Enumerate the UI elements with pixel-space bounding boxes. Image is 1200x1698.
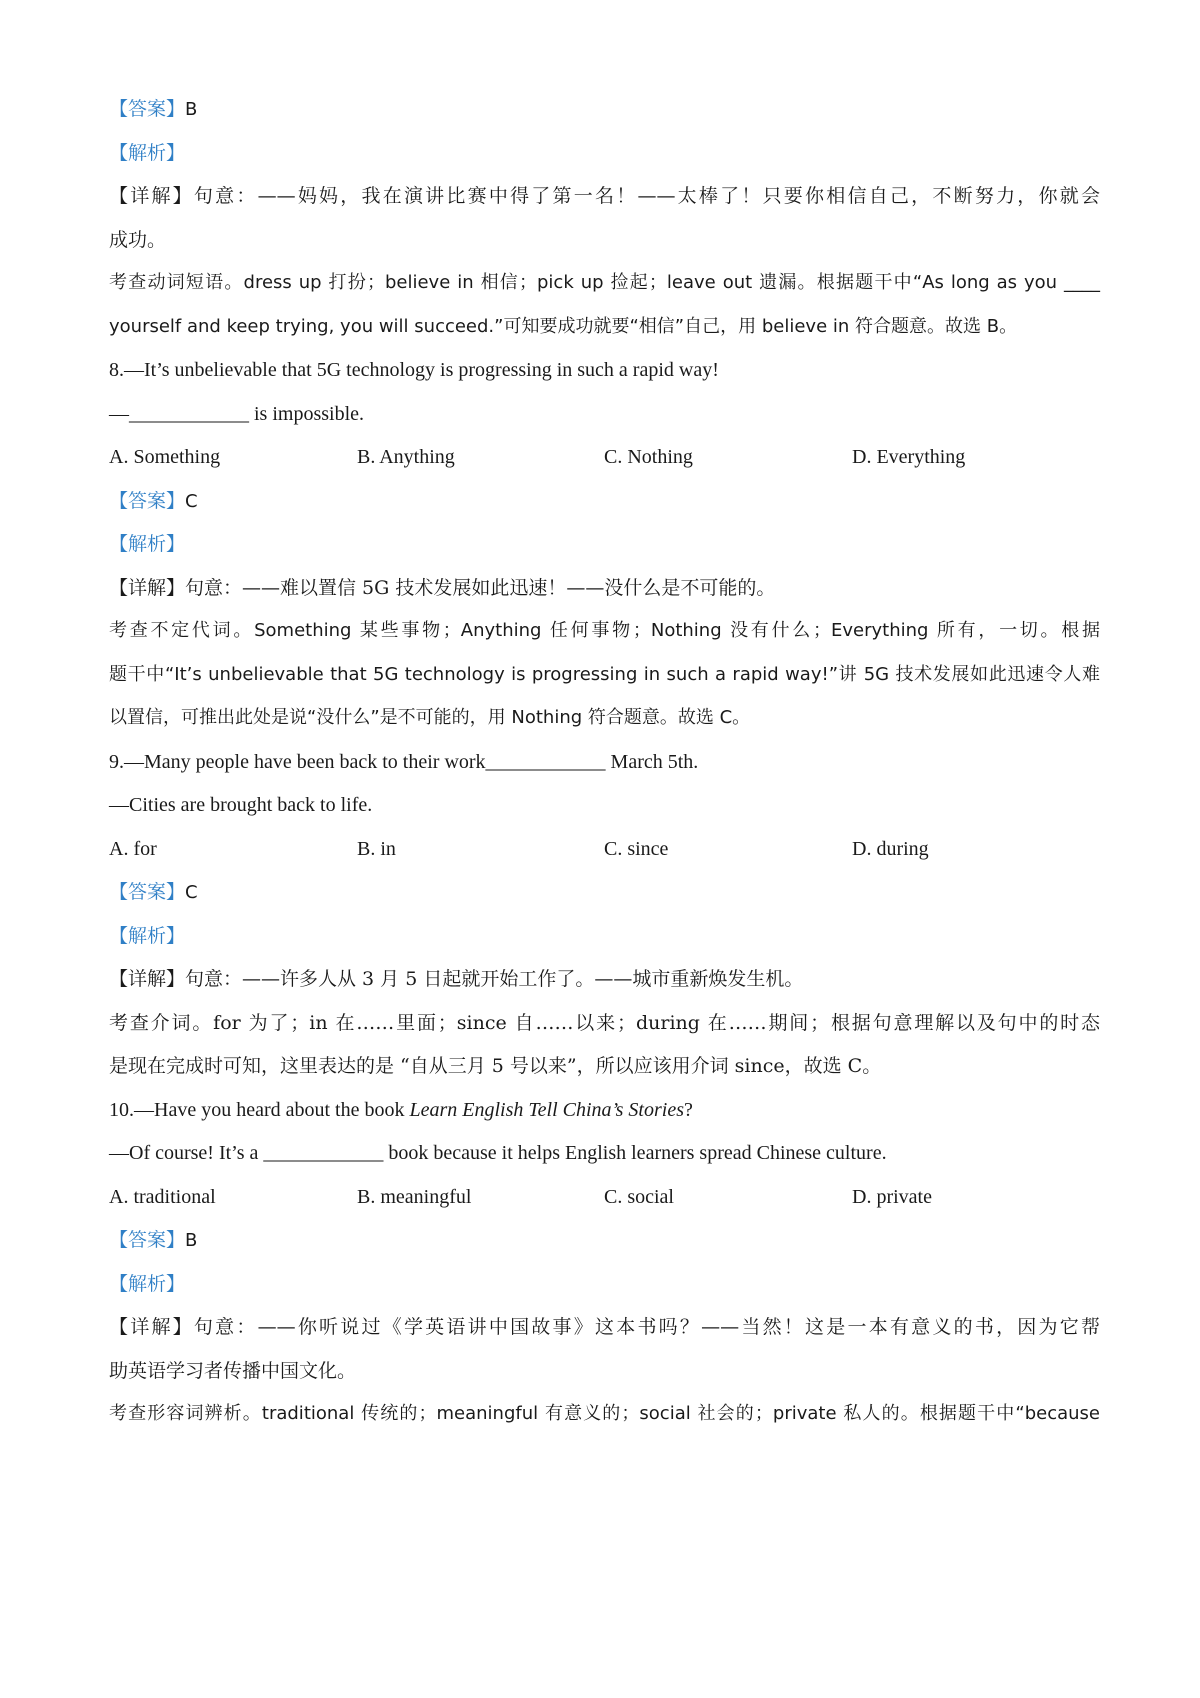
answer-value: B	[185, 99, 198, 120]
q7-detail-line-1: 【详解】句意：——妈妈，我在演讲比赛中得了第一名！——太棒了！只要你相信自己，不断努力，你就会	[109, 185, 1100, 207]
q8-option-d: D. Everything	[852, 446, 966, 468]
q10-book-title: Learn English Tell China’s Stories	[409, 1099, 684, 1121]
q8-exam-line-3: 以置信，可推出此处是说“没什么”是不可能的，用 Nothing 符合题意。故选 C。	[109, 707, 751, 728]
q8-analysis-tag: 【解析】	[109, 533, 186, 555]
q7-exam-line-2: yourself and keep trying, you will succeed.”可知要成功就要“相信”自己，用 believe in 符合题意。故选 B。	[109, 316, 1018, 337]
q10-option-c: C. social	[604, 1186, 674, 1208]
q9-exam-line-1: 考查介词。for 为了；in 在……里面；since 自……以来；during 在……期间；根据句意理解以及句中的时态	[109, 1012, 1100, 1034]
q9-stem: 9.—Many people have been back to their work____________ March 5th.	[109, 751, 699, 773]
q10-reply: —Of course! It’s a ____________ book because it helps English learners spread Chinese culture.	[109, 1142, 887, 1164]
q9-option-a: A. for	[109, 838, 157, 860]
q10-option-d: D. private	[852, 1186, 932, 1208]
q10-detail-line-1: 【详解】句意：——你听说过《学英语讲中国故事》这本书吗？——当然！这是一本有意义的书，因为它帮	[109, 1316, 1100, 1338]
q8-exam-line-1: 考查不定代词。Something 某些事物；Anything 任何事物；Nothing 没有什么；Everything 所有，一切。根据	[109, 620, 1100, 641]
q9-reply: —Cities are brought back to life.	[109, 794, 373, 816]
q8-stem: 8.—It’s unbelievable that 5G technology is progressing in such a rapid way!	[109, 359, 719, 381]
answer-tag: 【答案】	[109, 490, 186, 512]
q10-detail-line-2: 助英语学习者传播中国文化。	[109, 1360, 357, 1382]
q9-detail: 【详解】句意：——许多人从 3 月 5 日起就开始工作了。——城市重新焕发生机。	[109, 968, 804, 990]
q8-detail: 【详解】句意：——难以置信 5G 技术发展如此迅速！——没什么是不可能的。	[109, 577, 776, 599]
q10-stem-suffix: ?	[683, 1099, 693, 1121]
q8-answer	[109, 488, 1100, 515]
q7-answer	[109, 96, 1100, 123]
answer-tag: 【答案】	[109, 1229, 186, 1251]
q10-analysis-tag: 【解析】	[109, 1273, 186, 1295]
answer-tag: 【答案】	[109, 881, 186, 903]
q9-analysis-tag: 【解析】	[109, 925, 186, 947]
q10-option-b: B. meaningful	[357, 1186, 472, 1208]
q7-detail-line-2: 成功。	[109, 229, 167, 251]
q9-exam-line-2: 是现在完成时可知，这里表达的是 “自从三月 5 号以来”，所以应该用介词 since，故选 C。	[109, 1055, 882, 1077]
q9-option-b: B. in	[357, 838, 396, 860]
q10-option-a: A. traditional	[109, 1186, 216, 1208]
q8-option-a: A. Something	[109, 446, 221, 468]
q8-option-c: C. Nothing	[604, 446, 693, 468]
q7-exam-line-1: 考查动词短语。dress up 打扮；believe in 相信；pick up 捡起；leave out 遗漏。根据题干中“As long as you ____	[109, 272, 1100, 293]
q9-option-d: D. during	[852, 838, 929, 860]
q10-stem	[109, 1097, 1100, 1123]
answer-value: C	[185, 491, 198, 512]
q8-exam-line-2: 题干中“It’s unbelievable that 5G technology is progressing in such a rapid way!”讲 5G 技术发展如此迅速令人难	[109, 664, 1100, 685]
q8-option-b: B. Anything	[357, 446, 455, 468]
q10-stem-prefix: 10.—Have you heard about the book	[109, 1099, 410, 1121]
q10-answer	[109, 1227, 1100, 1254]
q10-exam-line-1: 考查形容词辨析。traditional 传统的；meaningful 有意义的；social 社会的；private 私人的。根据题干中“because	[109, 1403, 1100, 1424]
q9-answer	[109, 879, 1100, 906]
answer-tag: 【答案】	[109, 98, 186, 120]
q9-option-c: C. since	[604, 838, 669, 860]
q7-analysis-tag: 【解析】	[109, 142, 186, 164]
q8-reply: —____________ is impossible.	[109, 403, 365, 425]
answer-value: C	[185, 882, 198, 903]
answer-value: B	[185, 1230, 198, 1251]
